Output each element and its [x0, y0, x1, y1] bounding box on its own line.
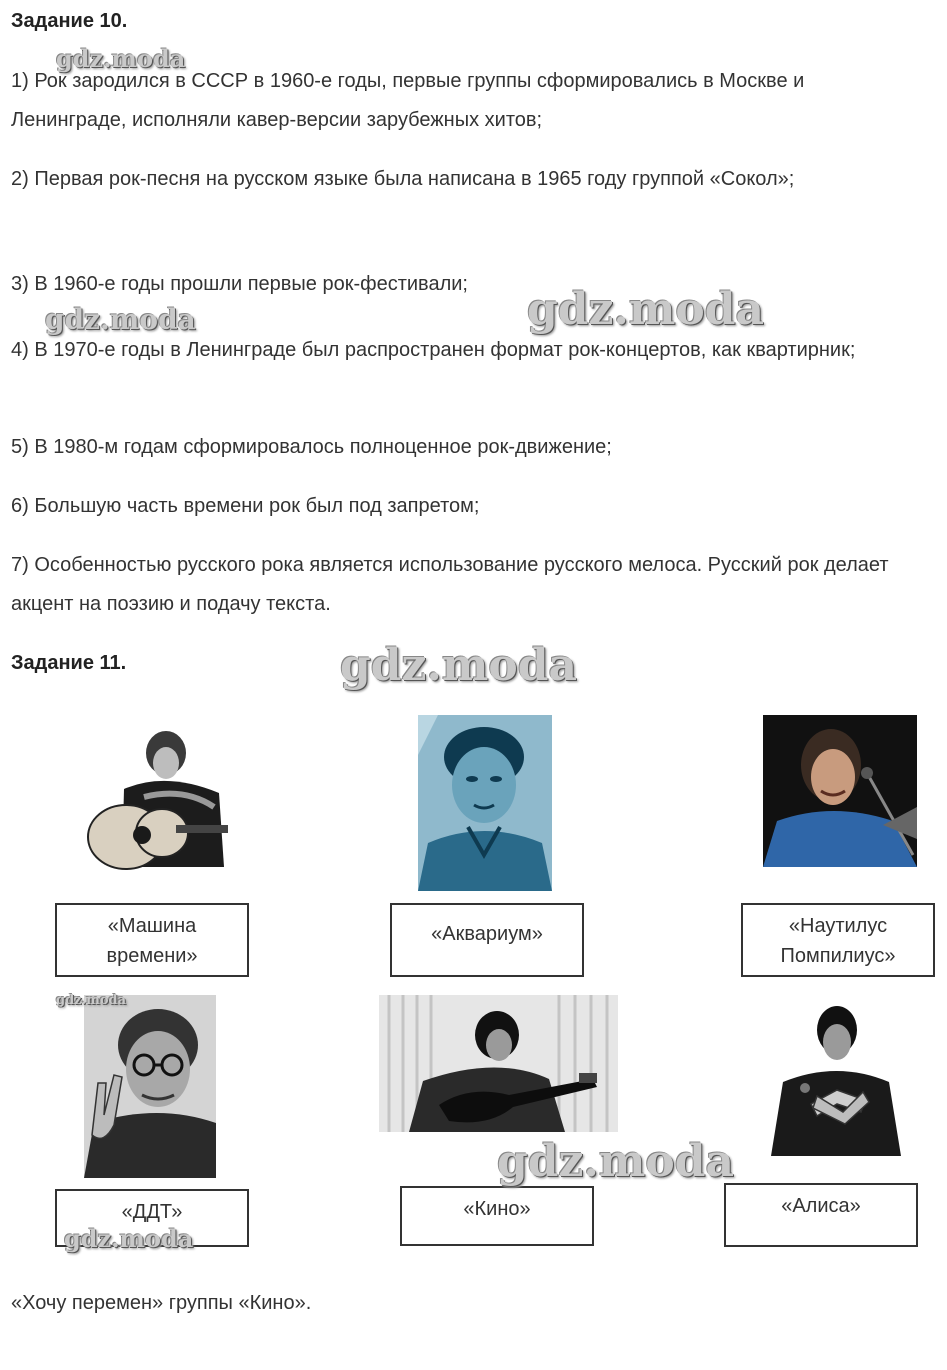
task10-item-2: 2) Первая рок-песня на русском языке была написана в 1965 году группой «Сокол»;	[11, 168, 795, 190]
watermark: gdz.moda	[340, 640, 578, 691]
task10-item-5: 5) В 1980-м годам сформировалось полноценное рок-движение;	[11, 436, 612, 458]
photo-akvarium	[418, 715, 552, 891]
photo-alisa	[765, 1000, 903, 1156]
band-label-kino	[400, 1186, 594, 1246]
photo-ddt	[84, 995, 216, 1178]
band-label-mashina-vremeni	[55, 903, 249, 977]
task10-item-6: 6) Большую часть времени рок был под запретом;	[11, 495, 480, 517]
photo-mashina-vremeni	[84, 727, 229, 879]
watermark: gdz.moda	[527, 284, 765, 335]
task11-answer: «Хочу перемен» группы «Кино».	[11, 1292, 312, 1314]
watermark: gdz.moda	[56, 44, 186, 73]
band-label-line2: времени»	[106, 945, 198, 967]
band-label-alisa	[724, 1183, 918, 1247]
task10-item-3: 3) В 1960-е годы прошли первые рок-фестивали;	[11, 273, 468, 295]
band-label-line1: «Аквариум»	[431, 923, 543, 945]
photo-kino	[379, 995, 618, 1132]
task11-heading: Задание 11.	[11, 652, 127, 674]
band-label-akvarium	[390, 903, 584, 977]
band-label-line2: Помпилиус»	[780, 945, 896, 967]
task10-item-7: 7) Особенностью русского рока является использование русского мелоса. Русский рок делает акцент на поэзию и подачу текста.	[11, 554, 889, 615]
band-label-line1: «Машина	[107, 915, 197, 937]
band-label-line1: «Кино»	[463, 1198, 531, 1220]
watermark: gdz.moda	[45, 303, 196, 336]
task10-item-1: 1) Рок зародился в СССР в 1960-е годы, первые группы сформировались в Москве и Ленинграде, исполняли кавер-версии зарубежных хитов;	[11, 70, 805, 131]
band-label-nautilus	[741, 903, 935, 977]
band-label-ddt	[55, 1189, 249, 1247]
photo-nautilus	[763, 715, 917, 867]
band-label-line1: «ДДТ»	[121, 1201, 183, 1223]
band-label-line1: «Наутилус	[788, 915, 888, 937]
task10-item-4: 4) В 1970-е годы в Ленинграде был распространен формат рок-концертов, как квартирник;	[11, 339, 856, 361]
watermark: gdz.moda	[64, 1224, 194, 1253]
watermark: gdz.moda	[56, 993, 127, 1008]
task10-heading: Задание 10.	[11, 10, 128, 32]
band-label-line1: «Алиса»	[781, 1195, 861, 1217]
watermark: gdz.moda	[497, 1136, 735, 1187]
